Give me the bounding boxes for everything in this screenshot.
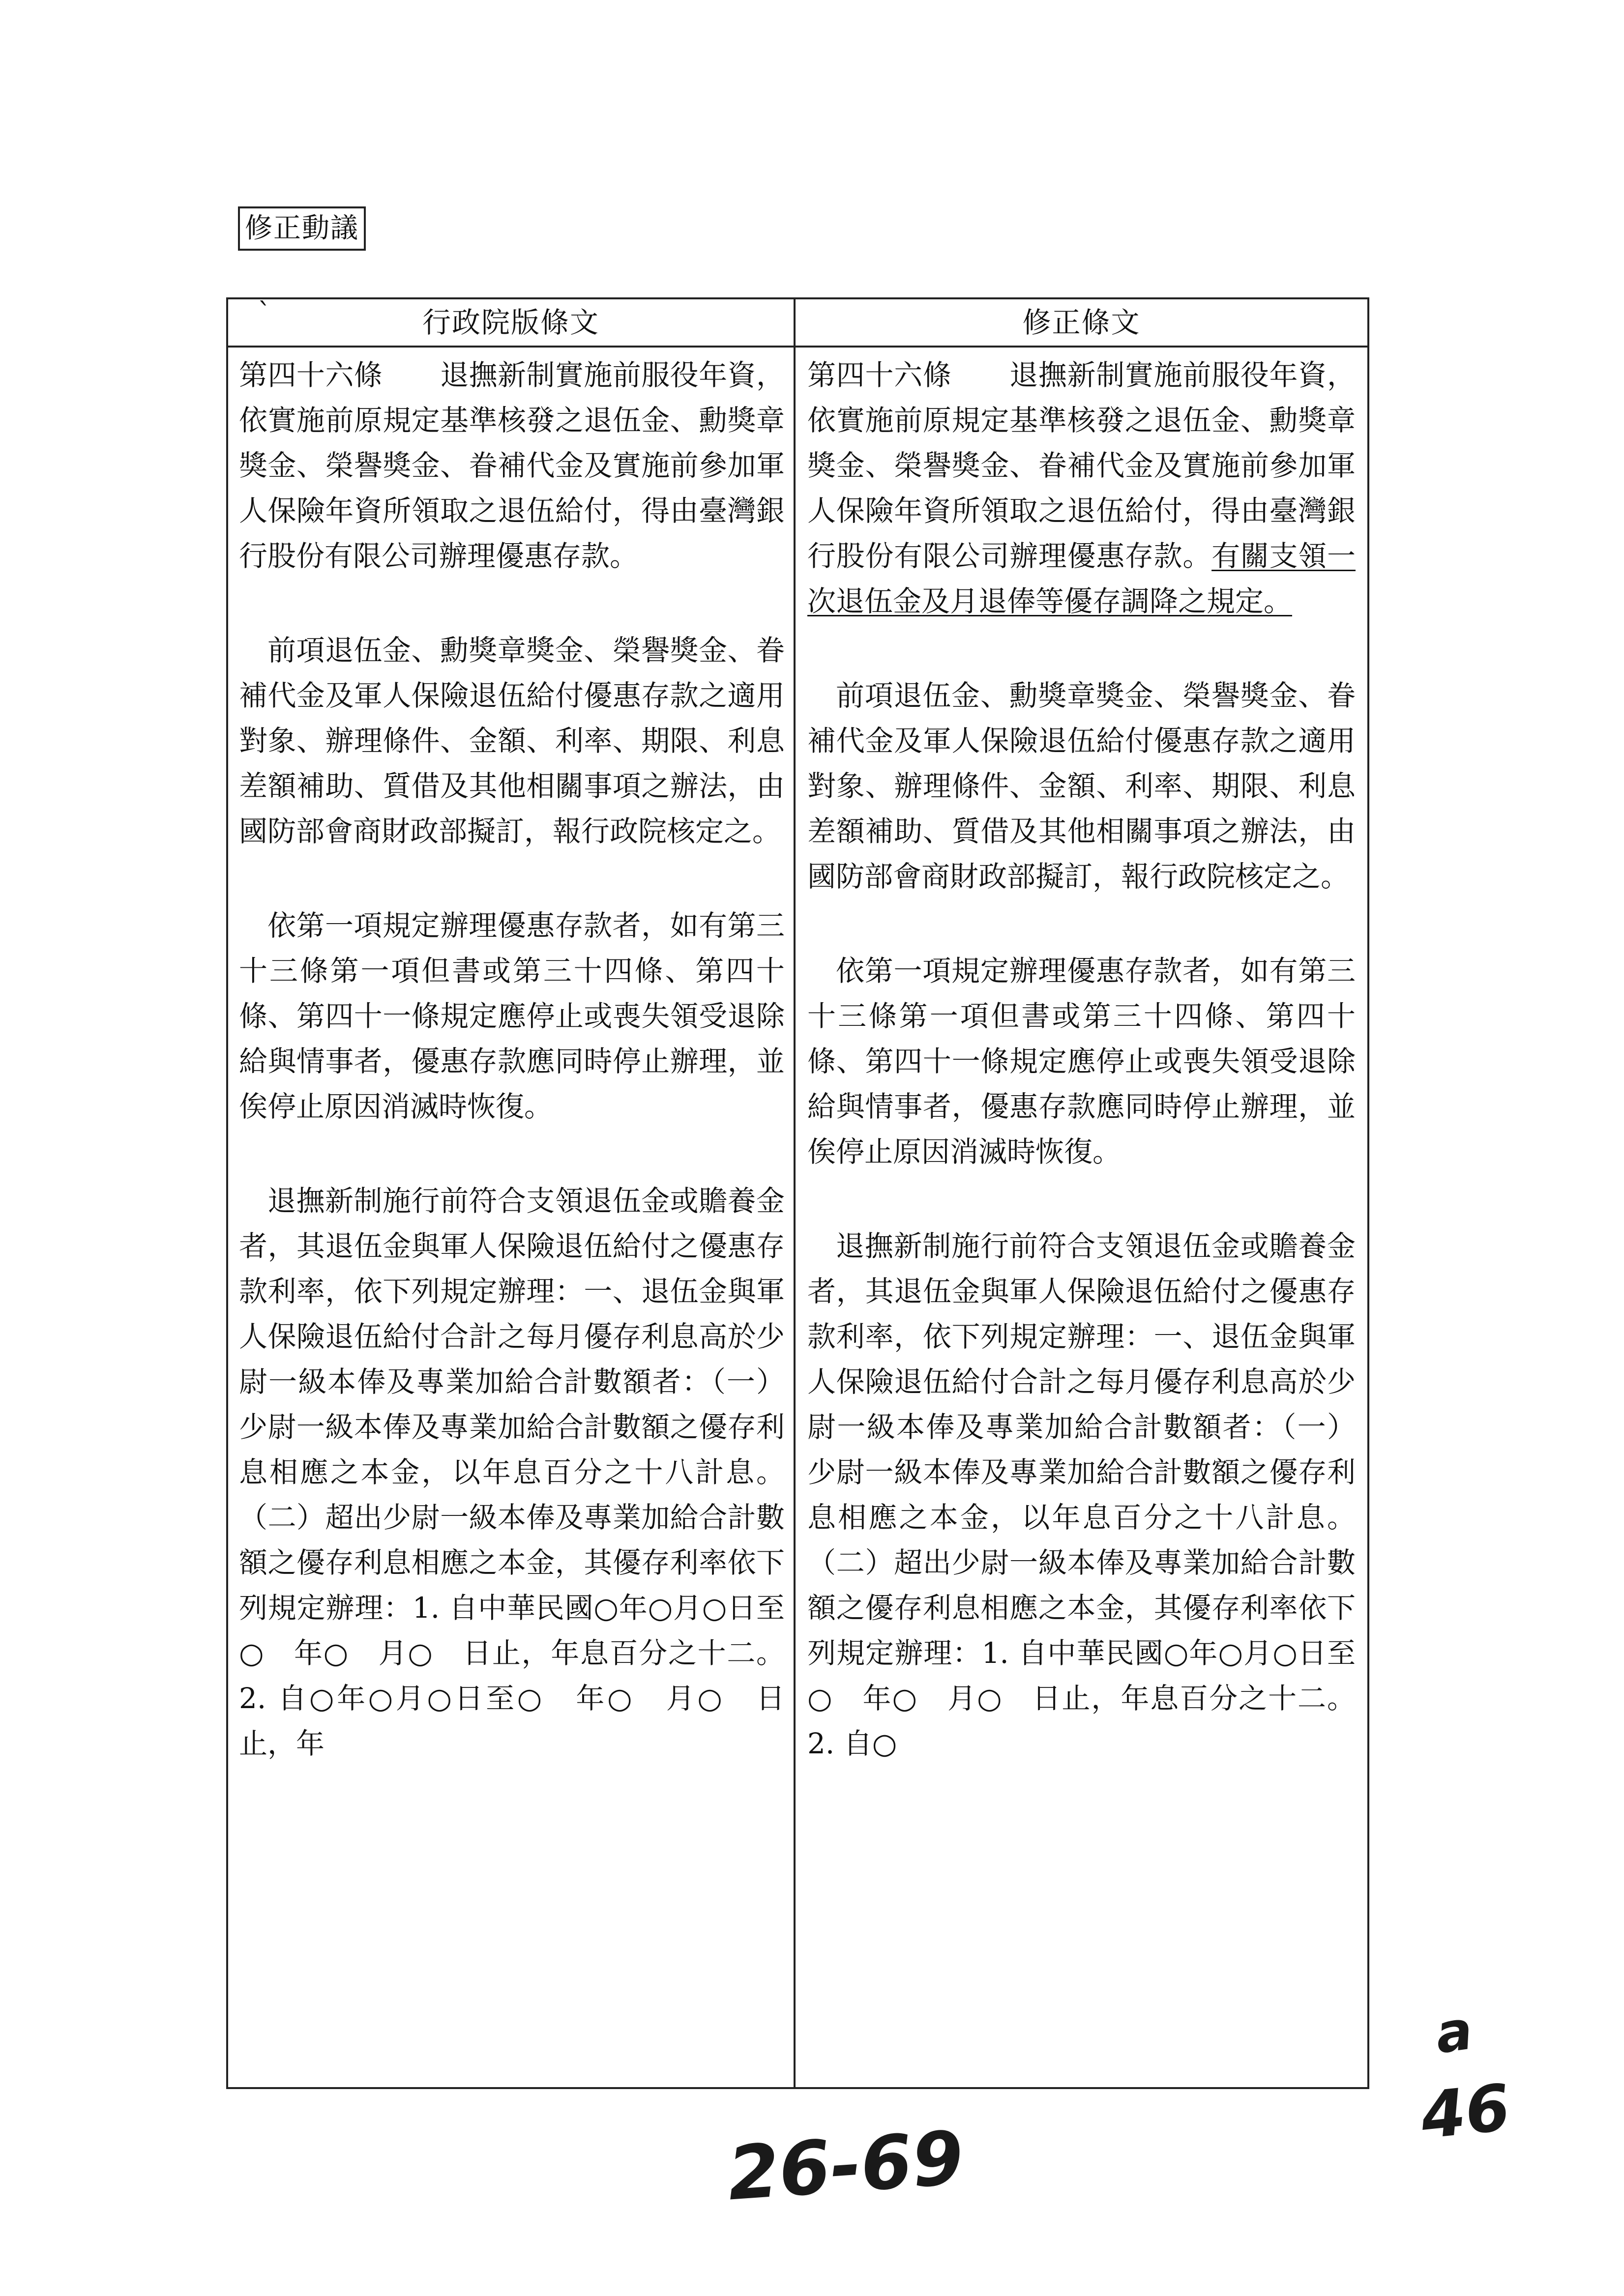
amended-version-column (807, 352, 1356, 2083)
amended-insertion: 有關支領一次退伍金及月退俸等優存調降之規定。 (807, 539, 1356, 618)
article-paragraph-1 (807, 352, 1356, 624)
header-left-label: 行政院版條文 (422, 306, 599, 339)
handwritten-page-number: 26-69 (725, 2115, 967, 2217)
motion-label: 修正動議 (238, 206, 366, 251)
executive-version-column (239, 352, 785, 2083)
comparison-table (226, 297, 1369, 2089)
column-divider (794, 299, 796, 2087)
handwritten-mark-bottom: 46 (1417, 2069, 1514, 2154)
article-paragraph-4: 退撫新制施行前符合支領退伍金或贍養金者，其退伍金與軍人保險退伍給付之優惠存款利率，依下列規定辦理：一、退伍金與軍人保險退伍給付合計之每月優存利息高於少尉一級本俸及專業加給合計數額者：（一）少尉一級本俸及專業加給合計數額之優存利息相應之本金，以年息百分之十八計息。（二）超出少尉一級本俸及專業加給合計數額之優存利息相應之本金，其優存利率依下列規定辦理：1. 自中華民國○年○月○日至○ 年○ 月○ 日止，年息百分之十二。2. 自○ (807, 1229, 1356, 1760)
paragraph-1-text: 第四十六條 退撫新制實施前服役年資，依實施前原規定基準核發之退伍金、勳獎章獎金、榮譽獎金、眷補代金及實施前參加軍人保險年資所領取之退伍給付，得由臺灣銀行股份有限公司辦理優惠存款。 (807, 358, 1356, 573)
article-paragraph-1: 第四十六條 退撫新制實施前服役年資，依實施前原規定基準核發之退伍金、勳獎章獎金、榮譽獎金、眷補代金及實施前參加軍人保險年資所領取之退伍給付，得由臺灣銀行股份有限公司辦理優惠存款。 (239, 358, 785, 573)
header-executive-version (228, 299, 794, 346)
article-paragraph-3: 依第一項規定辦理優惠存款者，如有第三十三條第一項但書或第三十四條、第四十條、第四十一條規定應停止或喪失領受退除給與情事者，優惠存款應同時停止辦理，並俟停止原因消滅時恢復。 (807, 954, 1356, 1168)
article-paragraph-2: 前項退伍金、勳獎章獎金、榮譽獎金、眷補代金及軍人保險退伍給付優惠存款之適用對象、辦理條件、金額、利率、期限、利息差額補助、質借及其他相關事項之辦法，由國防部會商財政部擬訂，報行政院核定之。 (239, 634, 785, 848)
header-tick-mark: ` (258, 297, 272, 329)
article-paragraph-3: 依第一項規定辦理優惠存款者，如有第三十三條第一項但書或第三十四條、第四十條、第四十一條規定應停止或喪失領受退除給與情事者，優惠存款應同時停止辦理，並俟停止原因消滅時恢復。 (239, 909, 785, 1123)
handwritten-mark-top: a (1431, 1998, 1476, 2066)
table-header-row (228, 299, 1367, 348)
article-paragraph-4: 退撫新制施行前符合支領退伍金或贍養金者，其退伍金與軍人保險退伍給付之優惠存款利率，依下列規定辦理：一、退伍金與軍人保險退伍給付合計之每月優存利息高於少尉一級本俸及專業加給合計數額者：（一）少尉一級本俸及專業加給合計數額之優存利息相應之本金，以年息百分之十八計息。（二）超出少尉一級本俸及專業加給合計數額之優存利息相應之本金，其優存利率依下列規定辦理：1. 自中華民國○年○月○日至○ 年○ 月○ 日止，年息百分之十二。2. 自○年○月○日至○ 年○ 月○ 日止，年 (239, 1184, 785, 1760)
article-paragraph-2: 前項退伍金、勳獎章獎金、榮譽獎金、眷補代金及軍人保險退伍給付優惠存款之適用對象、辦理條件、金額、利率、期限、利息差額補助、質借及其他相關事項之辦法，由國防部會商財政部擬訂，報行政院核定之。 (807, 679, 1356, 893)
header-amended-version: 修正條文 (1022, 306, 1141, 339)
